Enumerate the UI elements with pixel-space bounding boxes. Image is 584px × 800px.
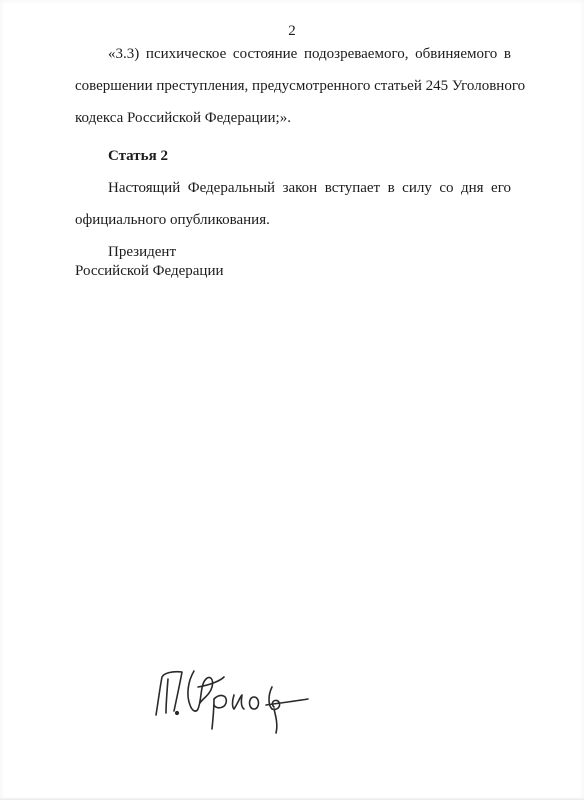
paragraph-line: совершении преступления, предусмотренного статьей 245 Уголовного xyxy=(75,78,526,94)
signatory-title-country: Российской Федерации xyxy=(75,263,224,279)
paragraph-line: кодекса Российской Федерации;». xyxy=(75,110,291,126)
article-heading: Статья 2 xyxy=(108,148,168,164)
page-number: 2 xyxy=(288,23,296,39)
signatory-block xyxy=(75,243,224,281)
signatory-title: Президент xyxy=(108,244,176,260)
paragraph-amendment xyxy=(75,38,526,134)
paragraph-line: официального опубликования. xyxy=(75,212,270,228)
paragraph-line: «3.3) психическое состояние подозреваемого, обвиняемого в xyxy=(108,46,511,62)
paragraph-entry-into-force xyxy=(75,172,511,236)
paragraph-line: Настоящий Федеральный закон вступает в силу со дня его xyxy=(108,180,511,196)
handwritten-signature xyxy=(150,665,320,735)
